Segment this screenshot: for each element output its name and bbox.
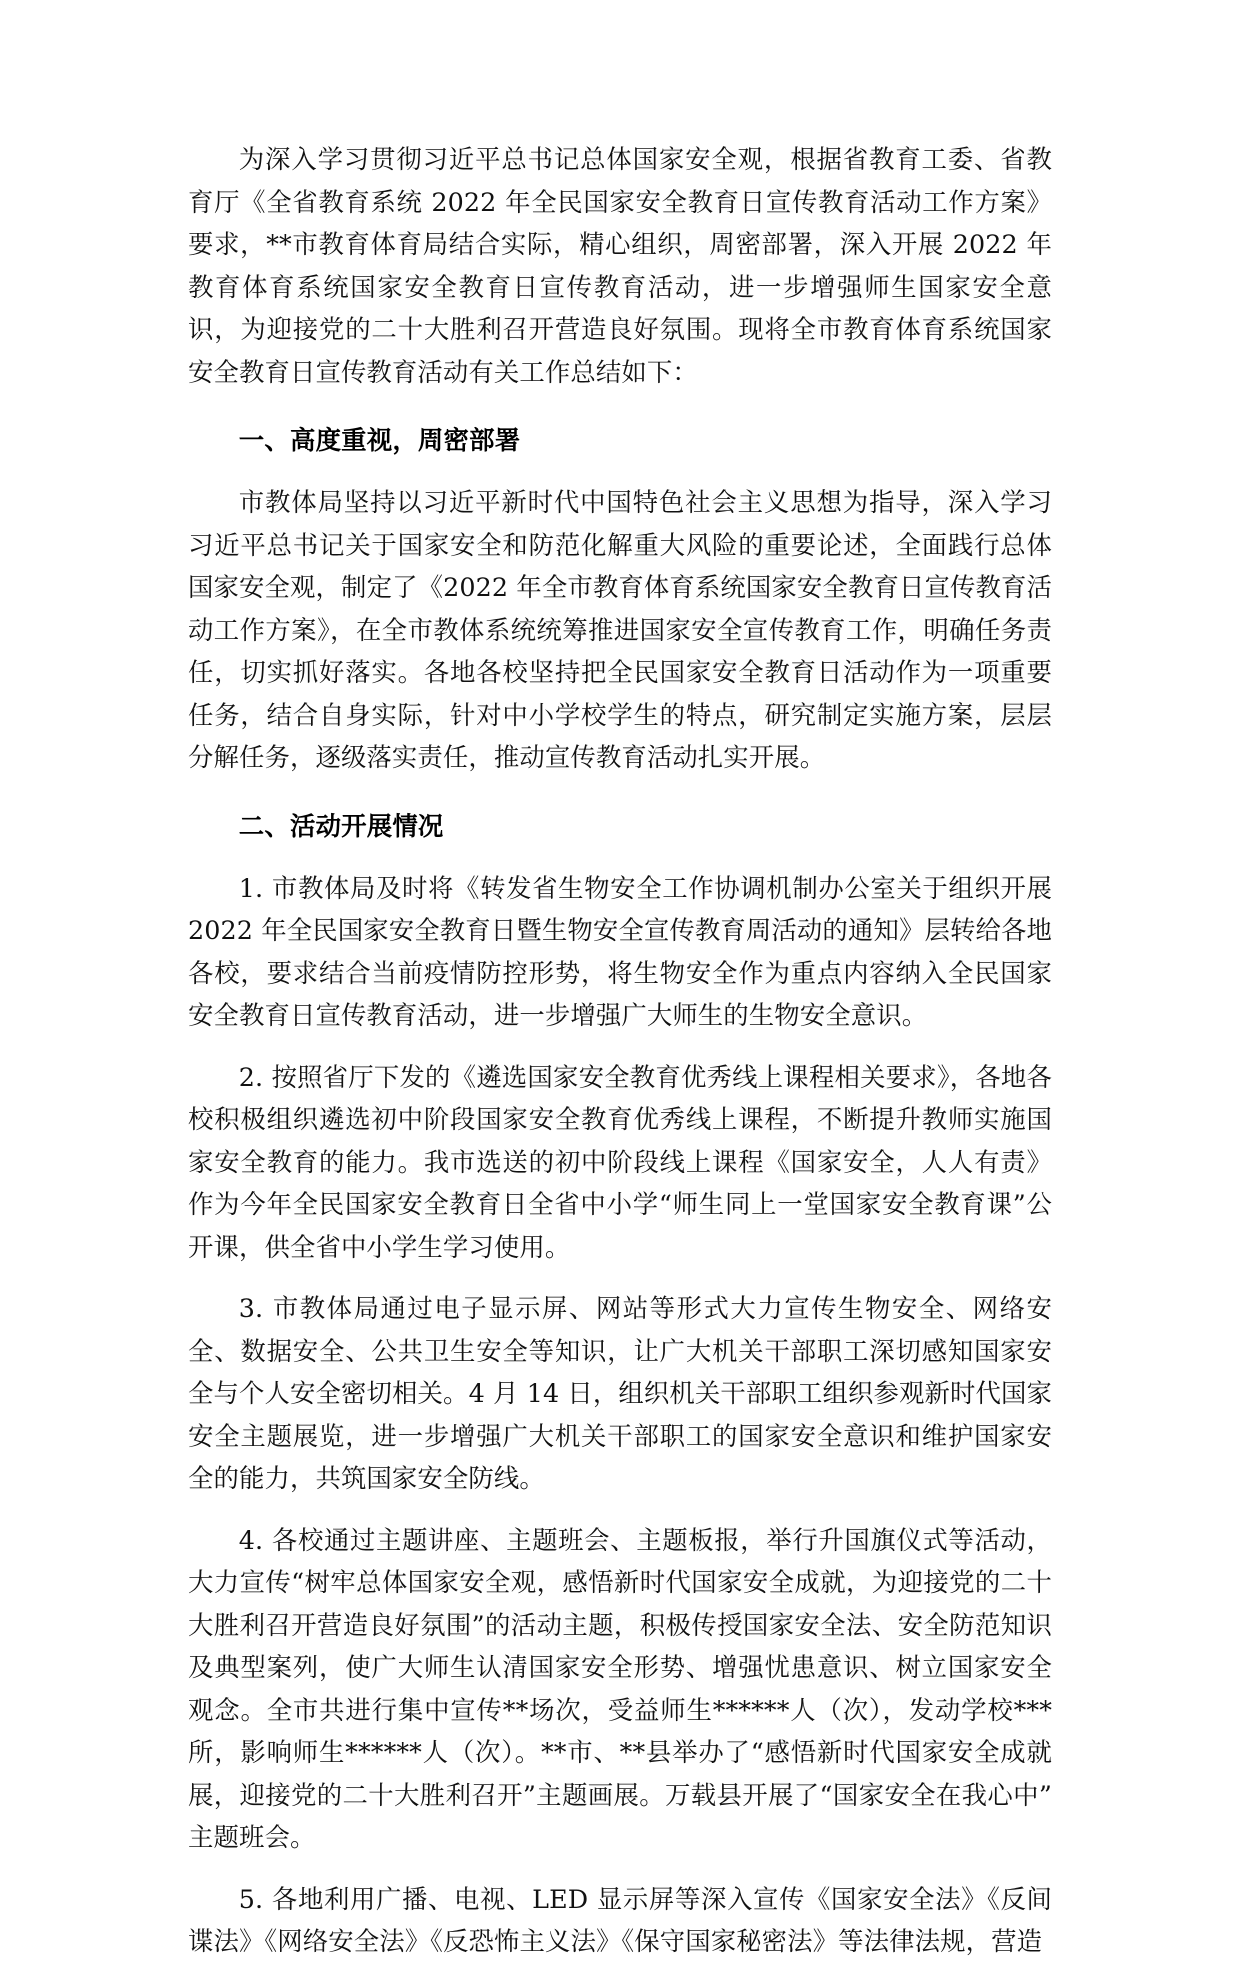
section-1-paragraph: 市教体局坚持以习近平新时代中国特色社会主义思想为指导，深入学习习近平总书记关于国家安全和防范化解重大风险的重要论述，全面践行总体国家安全观，制定了《2022 年全市教育体育系统国家安全教育日宣传教育活动工作方案》，在全市教体系统统筹推进国家安全宣传教育工作，明确任务责任，切实抓好落实。各地各校坚持把全民国家安全教育日活动作为一项重要任务，结合自身实际，针对中小学校学生的特点，研究制定实施方案，层层分解任务，逐级落实责任，推动宣传教育活动扎实开展。 — [188, 487, 1052, 772]
item-1-paragraph: 1. 市教体局及时将《转发省生物安全工作协调机制办公室关于组织开展 2022 年全民国家安全教育日暨生物安全宣传教育周活动的通知》层转给各地各校，要求结合当前疫情防控形势，将生物安全作为重点内容纳入全民国家安全教育日宣传教育活动，进一步增强广大师生的生物安全意识。 — [188, 872, 1052, 1030]
intro-paragraph: 为深入学习贯彻习近平总书记总体国家安全观，根据省教育工委、省教育厅《全省教育系统 2022 年全民国家安全教育日宣传教育活动工作方案》要求，**市教育体育局结合实际，精心组织，周密部署，深入开展 2022 年教育体育系统国家安全教育日宣传教育活动，进一步增强师生国家安全意识，为迎接党的二十大胜利召开营造良好氛围。现将全市教育体育系统国家安全教育日宣传教育活动有关工作总结如下： — [188, 144, 1052, 387]
section-heading-1: 一、高度重视，周密部署 — [238, 425, 521, 455]
document-body — [188, 138, 1052, 1963]
item-5-paragraph: 5. 各地利用广播、电视、LED 显示屏等深入宣传《国家安全法》《反间谍法》《网络安全法》《反恐怖主义法》《保守国家秘密法》等法律法规，营造 — [188, 1883, 1052, 1956]
item-3-paragraph: 3. 市教体局通过电子显示屏、网站等形式大力宣传生物安全、网络安全、数据安全、公共卫生安全等知识，让广大机关干部职工深切感知国家安全与个人安全密切相关。4 月 14 日，组织机关干部职工组织参观新时代国家安全主题展览，进一步增强广大机关干部职工的国家安全意识和维护国家安全的能力，共筑国家安全防线。 — [188, 1293, 1052, 1493]
section-heading-2: 二、活动开展情况 — [238, 810, 444, 841]
item-2-paragraph: 2. 按照省厅下发的《遴选国家安全教育优秀线上课程相关要求》，各地各校积极组织遴选初中阶段国家安全教育优秀线上课程，不断提升教师实施国家安全教育的能力。我市选送的初中阶段线上课程《国家安全，人人有责》作为今年全民国家安全教育日全省中小学“师生同上一堂国家安全教育课”公开课，供全省中小学生学习使用。 — [188, 1061, 1052, 1262]
item-4-paragraph: 4. 各校通过主题讲座、主题班会、主题板报，举行升国旗仪式等活动，大力宣传“树牢总体国家安全观，感悟新时代国家安全成就，为迎接党的二十大胜利召开营造良好氛围”的活动主题，积极传授国家安全法、安全防范知识及典型案列，使广大师生认清国家安全形势、增强忧患意识、树立国家安全观念。全市共进行集中宣传**场次，受益师生******人（次），发动学校***所，影响师生******人（次）。**市、**县举办了“感悟新时代国家安全成就展，迎接党的二十大胜利召开”主题画展。万载县开展了“国家安全在我心中”主题班会。 — [188, 1524, 1052, 1852]
